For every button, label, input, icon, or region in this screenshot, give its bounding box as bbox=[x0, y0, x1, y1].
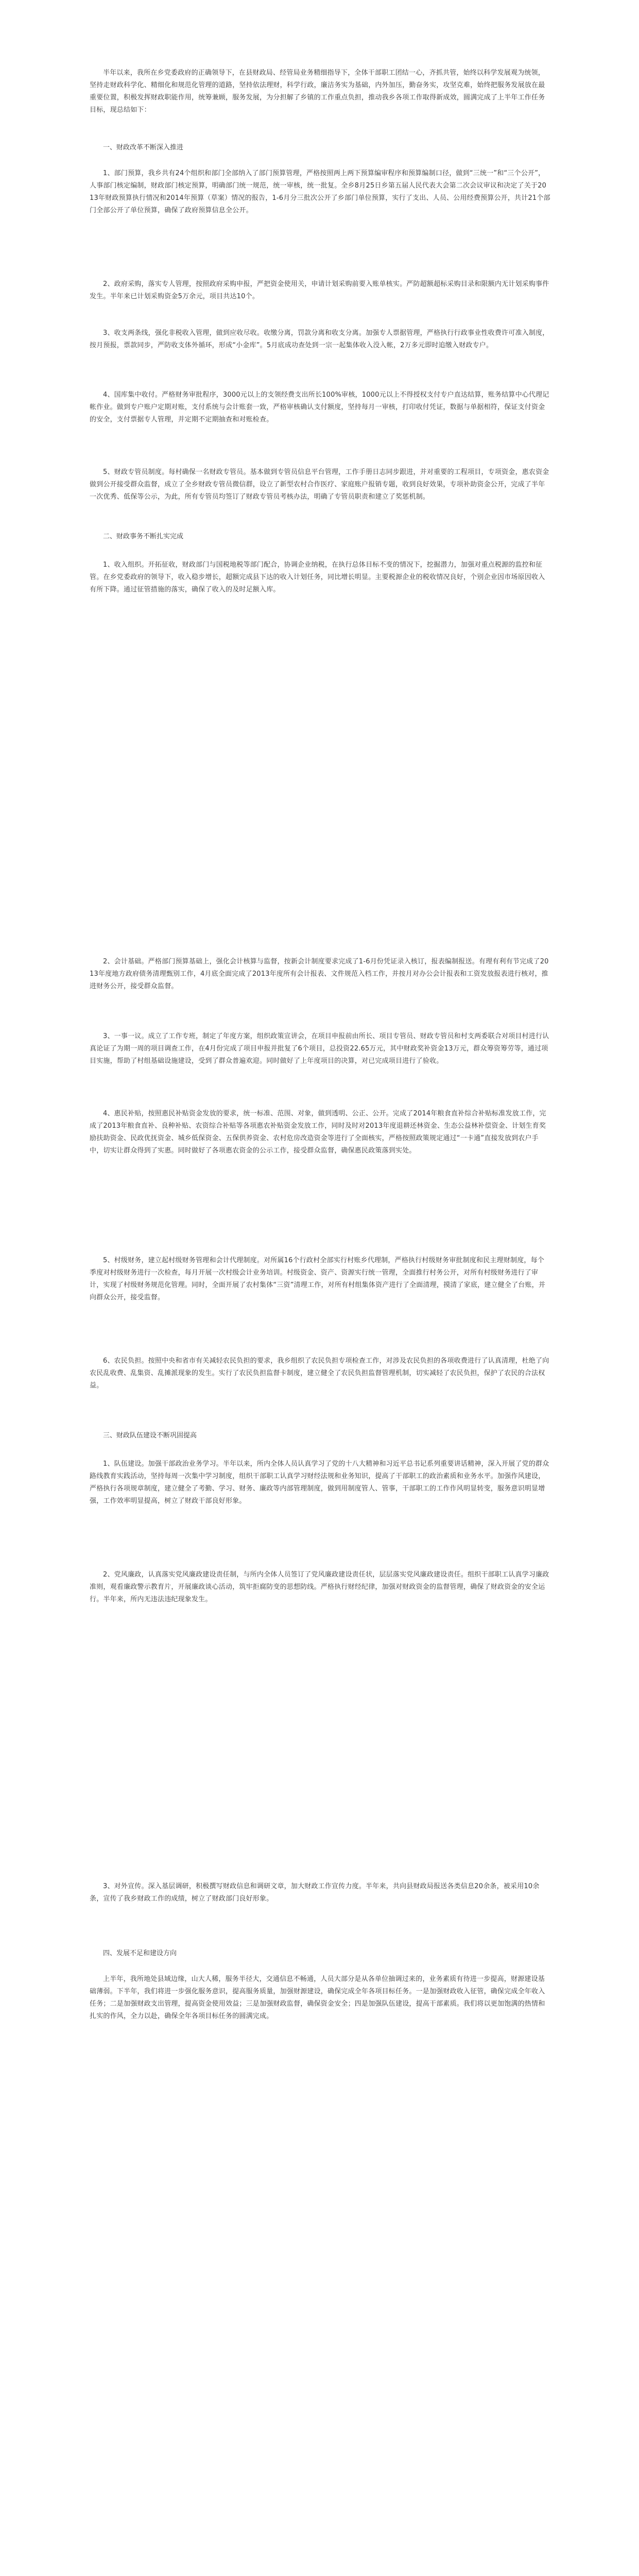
paragraph-subsidies: 4、惠民补贴，按照惠民补贴资金发放的要求，统一标准、范围、对象，做到透明、公正、公开。完成了2014年粮食直补综合补贴标准发放工作，完成了2013年粮食直补、良种补贴、农资综合补贴等各项惠农补贴资金发放工作，同时及时对2013年度退耕还林资金、生态公益林补偿资金、计划生育奖励扶助资金、民政优抚资金、城乡低保资金、五保供养资金、农村危房改造资金等进行了全面核实，严格按照政策规定通过“一卡通”直接发放到农户手中，切实让群众得到了实惠。同时做好了各项惠农资金的公示工作，接受群众监督，确保惠民政策落到实处。 bbox=[90, 1110, 546, 1155]
paragraph-revenue: 1、收入组织。开拓征收，财政部门与国税地税等部门配合，协调企业纳税，在执行总体目标不变的情况下，挖掘潜力，加强对重点税源的监控和征管。在乡党委政府的领导下，收入稳步增长，超额完成县下达的收入计划任务，同比增长明显。主要税源企业的税收情况良好，个别企业因市场原因收入有所下降。通过征管措施的落实，确保了收入的及时足额入库。 bbox=[90, 561, 545, 594]
paragraph-one-matter: 3、一事一议。成立了工作专班，制定了年度方案，组织政策宣讲会，在项目申报前由所长、项目专管员、财政专管员和村支两委联合对项目村进行认真论证了为期一周的项目调查工作，在4月份完成了项目申报并批复了6个项目，总投资22.65万元，其中财政奖补资金13万元，群众筹资筹劳等，通过项目实施，帮助了村组基础设施建设，受到了群众普遍欢迎。同时做好了上年度项目的决算，对已完成项目进行了验收。 bbox=[90, 1032, 549, 1065]
section-heading-four: 四、发展不足和建设方向 bbox=[103, 1950, 177, 1957]
section-heading-three: 三、财政队伍建设不断巩固提高 bbox=[103, 1432, 197, 1439]
section-heading-one: 一、财政改革不断深入推进 bbox=[103, 144, 184, 151]
paragraph-finance-officer: 5、财政专管员制度。每村确保一名财政专管员。基本做到专管员信息平台管理，工作手册日志同步跟进，并对重要的工程项目，专项资金，惠农资金做到公开接受群众监督，成立了全乡财政专管员微信群，设立了新型农村合作医疗、家庭账户报销专题，收到良好效果，专项补助资金公开，完成了半年一次优秀、低保等公示，为此，所有专管员均签订了财政专管员考核办法，明确了专管员职责和建立了奖惩机制。 bbox=[90, 468, 549, 501]
paragraph-village-finance: 5、村级财务，建立起村级财务管理和会计代理制度。对所属16个行政村全部实行村账乡代理制，严格执行村级财务审批制度和民主理财制度，每个季度对村级财务进行一次检查，每月开展一次村级会计业务培训。村级资金、资产、资源实行统一管理，全面推行村务公开，对所有村级财务进行了审计，实现了村级财务规范化管理。同时，全面开展了农村集体“三资”清理工作，对所有村组集体资产进行了全面清理，摸清了家底，建立健全了台账，并向群众公开，接受监督。 bbox=[90, 1257, 546, 1301]
paragraph-team-building: 1、队伍建设。加强干部政治业务学习。半年以来，所内全体人员认真学习了党的十八大精神和习近平总书记系列重要讲话精神，深入开展了党的群众路线教育实践活动，坚持每周一次集中学习制度，组织干部职工认真学习财经法规和业务知识，提高了干部职工的政治素质和业务水平。加强作风建设，严格执行各项规章制度，建立健全了考勤、学习、财务、廉政等内部管理制度，做到用制度管人、管事，干部职工的工作作风明显转变，服务意识明显增强，工作效率明显提高，树立了财政干部良好形象。 bbox=[90, 1460, 549, 1505]
section-heading-two: 二、财政事务不断扎实完成 bbox=[103, 533, 184, 540]
paragraph-budget: 1、部门预算，我乡共有24个组织和部门全部纳入了部门预算管理，严格按照两上两下预算编审程序和预算编制口径，做到“三统一”和“三个公开”，人事部门核定编制，财政部门核定预算，明确部门统一规范，统一审核，统一批复。全乡8月25日乡第五届人民代表大会第二次会议审议和决定了关于2013年财政预算执行情况和2014年预算（草案）情况的报告，1-6月分三批次公开了乡部门单位预算，实行了支出、人员、公用经费预算公开，共计21个部门全部公开了单位预算，确保了政府预算信息全公开。 bbox=[90, 170, 550, 214]
paragraph-treasury: 4、国库集中收付。严格财务审批程序，3000元以上的支领经费支出所长100%审核，1000元以上不得授权支付专户直达结算，账务结算中心代理记帐作业。做到专户账户定期对账，支付系统与会计账套一致，严格审核确认支付额度，坚持每月一审核，打印收付凭证，数据与单据相符，保证支付资金的安全，支付票据专人管理，并定期不定期抽查和对账检查。 bbox=[90, 391, 549, 423]
paragraph-accounting: 2、会计基础。严格部门预算基础上，强化会计核算与监督，按新会计制度要求完成了1-6月份凭证录入核订，报表编制报送。有理有利有节完成了2013年度地方政府债务清理甄别工作，4月底全面完成了2013年度所有会计报表、文件规范入档工作，并按月对办公会计报表和工资发放报表进行核对，推进财务公开，接受群众监督。 bbox=[90, 958, 549, 990]
paragraph-shortcomings: 上半年，我所地处县域边缘，山大人稀，服务半径大，交通信息不畅通，人员大部分是从各单位抽调过来的，业务素质有待进一步提高，财源建设基础薄弱。下半年，我们将进一步强化服务意识，提高服务质量，加强财源建设，确保完成全年各项目标任务。一是加强财政收入征管，确保完成全年收入任务；二是加强财政支出管理，提高资金使用效益；三是加强财政监督，确保资金安全；四是加强队伍建设，提高干部素质。我们将以更加饱满的热情和扎实的作风，全力以赴，确保全年各项目标任务的圆满完成。 bbox=[90, 1975, 545, 2020]
intro-paragraph: 半年以来，我所在乡党委政府的正确领导下，在县财政局、经管局业务精细指导下，全体干部职工团结一心，齐抓共管，始终以科学发展观为统领，坚持走财政科学化、精细化和规范化管理的道路，坚持依法理财，科学行政，廉洁务实为基础，内外加压，勤奋务实，攻坚克难，始终把服务发展放在最重要位置，积极发挥财政职能作用，统筹兼顾，服务发展，为分担解了乡镇的工作重点负担，推动我乡各项工作取得新成效，圆满完成了上半年工作任务目标，现总结如下： bbox=[90, 69, 545, 114]
paragraph-two-lines-revenue: 3、收支两条线，强化非税收入管理，做到应收尽收。收缴分离，罚款分离和收支分离。加强专人票据管理，严格执行行政事业性收费许可准入制度，按月预报，票款同步，严防收支体外循环，形成“小金库”。5月底成功查处到一宗一起集体收入没入帐，2万多元即时追缴入财政专户。 bbox=[90, 329, 549, 349]
paragraph-publicity: 3、对外宣传。深入基层调研，积极撰写财政信息和调研文章，加大财政工作宣传力度。半年来，共向县财政局报送各类信息20余条，被采用10余条，宣传了我乡财政工作的成绩，树立了财政部门良好形象。 bbox=[90, 1883, 540, 1903]
paragraph-farmer-burden: 6、农民负担。按照中央和省市有关减轻农民负担的要求，我乡组织了农民负担专项检查工作，对涉及农民负担的各项收费进行了认真清理，杜绝了向农民乱收费、乱集资、乱摊派现象的发生。实行了农民负担监督卡制度，建立健全了农民负担监督管理机制，切实减轻了农民负担，保护了农民的合法权益。 bbox=[90, 1357, 549, 1389]
paragraph-procurement: 2、政府采购，落实专人管理，按照政府采购申报，严把资金使用关，申请计划采购前要入账单核实。严防超额超标采购目录和限额内无计划采购事件发生。半年来已计划采购资金5万余元，项目共达10个。 bbox=[90, 280, 549, 300]
paragraph-integrity: 2、党风廉政，认真落实党风廉政建设责任制，与所内全体人员签订了党风廉政建设责任状，层层落实党风廉政建设责任。组织干部职工认真学习廉政准则，观看廉政警示教育片，开展廉政谈心活动，筑牢拒腐防变的思想防线。严格执行财经纪律，加强对财政资金的监督管理，确保了财政资金的安全运行。半年来，所内无违法违纪现象发生。 bbox=[90, 1571, 549, 1603]
